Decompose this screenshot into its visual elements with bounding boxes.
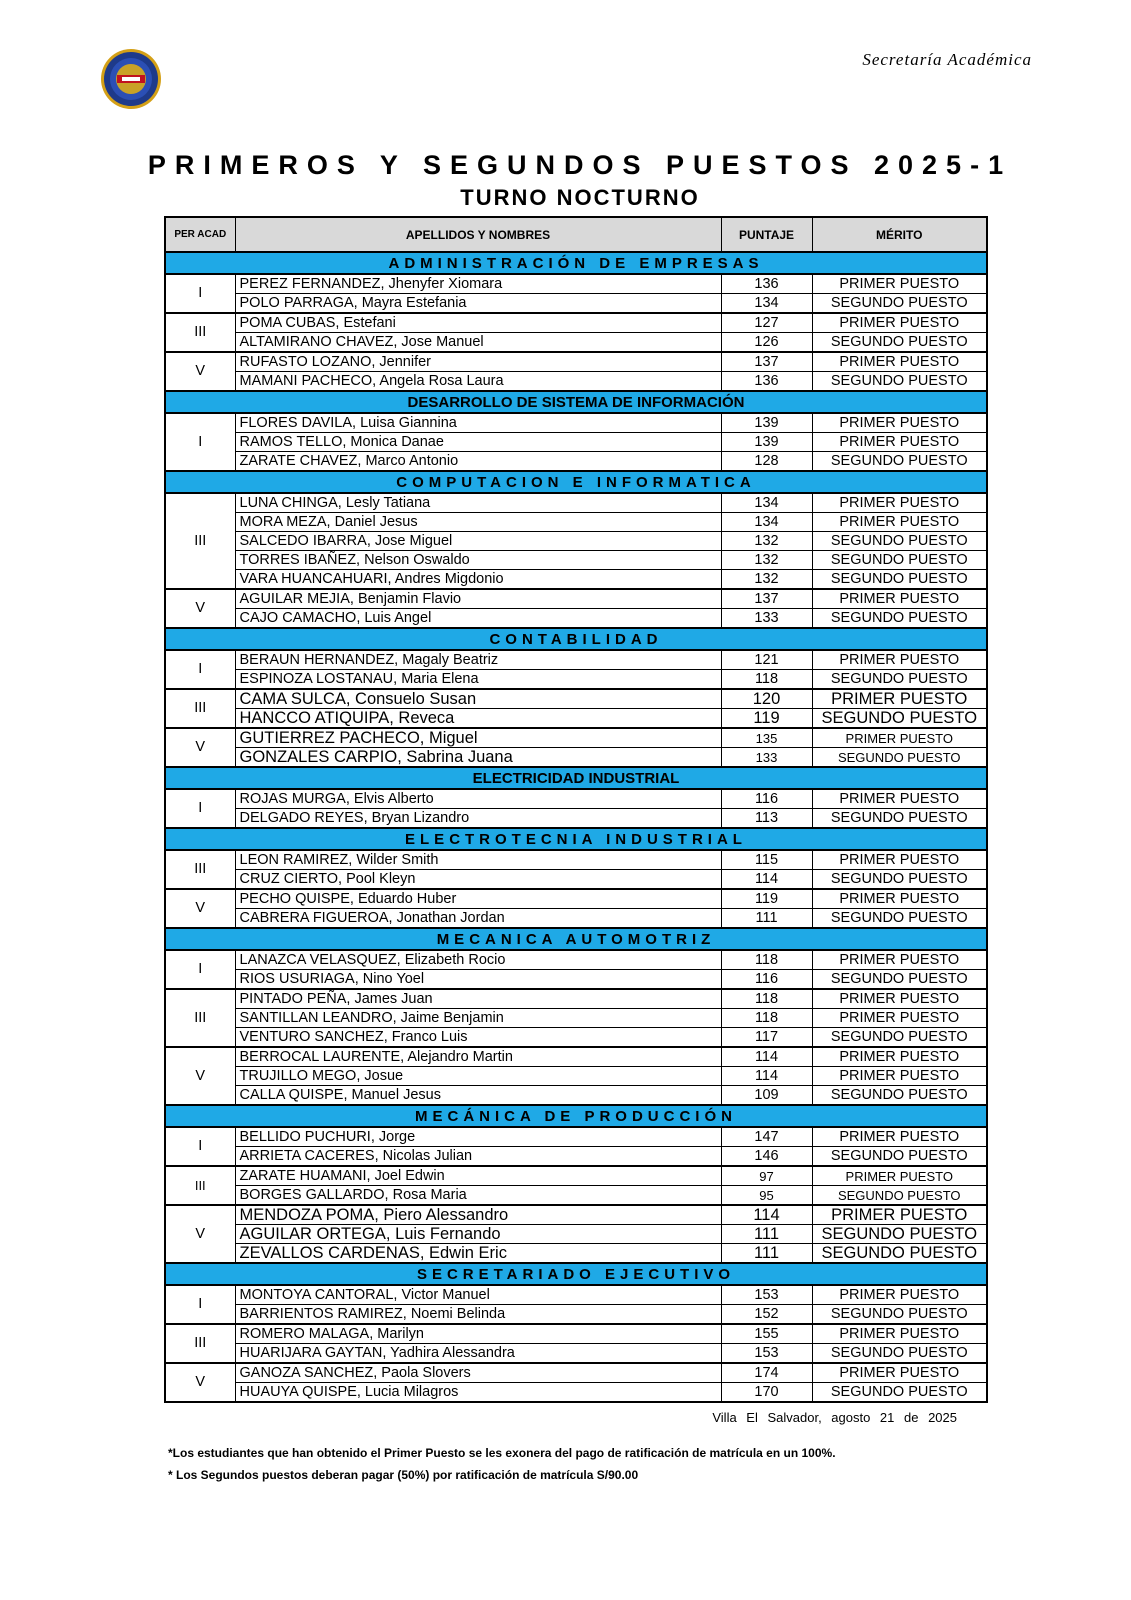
merit-cell: SEGUNDO PUESTO [812, 372, 987, 392]
table-row [165, 870, 987, 890]
score-cell: 134 [721, 294, 812, 314]
score-cell: 118 [721, 950, 812, 970]
name-cell: DELGADO REYES, Bryan Lizandro [235, 809, 721, 829]
merit-cell: PRIMER PUESTO [812, 1127, 987, 1147]
name-cell: BARRIENTOS RAMIREZ, Noemi Belinda [235, 1305, 721, 1325]
name-cell: HUARIJARA GAYTAN, Yadhira Alessandra [235, 1344, 721, 1364]
merit-cell: PRIMER PUESTO [812, 1047, 987, 1067]
table-row [165, 709, 987, 729]
table-row [165, 1009, 987, 1028]
score-cell: 153 [721, 1285, 812, 1305]
table-row [165, 433, 987, 452]
period-cell: III [165, 313, 235, 352]
score-cell: 109 [721, 1086, 812, 1106]
score-cell: 153 [721, 1344, 812, 1364]
score-cell: 118 [721, 989, 812, 1009]
name-cell: ESPINOZA LOSTANAU, Maria Elena [235, 670, 721, 690]
name-cell: CRUZ CIERTO, Pool Kleyn [235, 870, 721, 890]
section-title: MECÁNICA DE PRODUCCIÓN [165, 1105, 987, 1127]
score-cell: 155 [721, 1324, 812, 1344]
score-cell: 139 [721, 433, 812, 452]
merit-cell: PRIMER PUESTO [812, 650, 987, 670]
name-cell: VENTURO SANCHEZ, Franco Luis [235, 1028, 721, 1048]
name-cell: BERROCAL LAURENTE, Alejandro Martin [235, 1047, 721, 1067]
section-header-row [165, 767, 987, 789]
table-row [165, 670, 987, 690]
section-title: COMPUTACION E INFORMATICA [165, 471, 987, 493]
section-title: ADMINISTRACIÓN DE EMPRESAS [165, 252, 987, 274]
table-row [165, 313, 987, 333]
merit-cell: PRIMER PUESTO [812, 413, 987, 433]
period-cell: V [165, 1047, 235, 1105]
score-cell: 114 [721, 1205, 812, 1225]
table-row [165, 551, 987, 570]
merit-cell: SEGUNDO PUESTO [812, 1147, 987, 1167]
column-header-merit: MÉRITO [812, 217, 987, 252]
table-header-row [165, 217, 987, 252]
merit-cell: SEGUNDO PUESTO [812, 1186, 987, 1206]
table-row [165, 1028, 987, 1048]
period-cell: V [165, 1205, 235, 1263]
merit-cell: PRIMER PUESTO [812, 1009, 987, 1028]
merit-cell: PRIMER PUESTO [812, 1166, 987, 1186]
merit-cell: PRIMER PUESTO [812, 728, 987, 748]
name-cell: FLORES DAVILA, Luisa Giannina [235, 413, 721, 433]
merit-cell: PRIMER PUESTO [812, 1205, 987, 1225]
table-row [165, 452, 987, 472]
section-title: DESARROLLO DE SISTEMA DE INFORMACIÓN [165, 391, 987, 413]
merit-cell: SEGUNDO PUESTO [812, 609, 987, 629]
merit-cell: SEGUNDO PUESTO [812, 748, 987, 768]
section-header-row [165, 928, 987, 950]
merit-cell: SEGUNDO PUESTO [812, 570, 987, 590]
table-row [165, 570, 987, 590]
merit-cell: SEGUNDO PUESTO [812, 1305, 987, 1325]
score-cell: 134 [721, 513, 812, 532]
merit-cell: SEGUNDO PUESTO [812, 709, 987, 729]
department-label: Secretaría Académica [862, 50, 1032, 69]
score-cell: 126 [721, 333, 812, 353]
merit-cell: PRIMER PUESTO [812, 689, 987, 709]
score-cell: 127 [721, 313, 812, 333]
merit-cell: PRIMER PUESTO [812, 1324, 987, 1344]
merit-cell: PRIMER PUESTO [812, 989, 987, 1009]
table-row [165, 1127, 987, 1147]
score-cell: 116 [721, 970, 812, 990]
period-cell: I [165, 1285, 235, 1324]
score-cell: 118 [721, 670, 812, 690]
period-cell: V [165, 352, 235, 391]
merit-cell: SEGUNDO PUESTO [812, 1086, 987, 1106]
column-header-score: PUNTAJE [721, 217, 812, 252]
period-cell: III [165, 1324, 235, 1363]
score-cell: 114 [721, 870, 812, 890]
period-cell: V [165, 728, 235, 767]
merit-cell: PRIMER PUESTO [812, 352, 987, 372]
section-header-row [165, 1263, 987, 1285]
score-cell: 115 [721, 850, 812, 870]
table-row [165, 1047, 987, 1067]
score-cell: 133 [721, 609, 812, 629]
name-cell: ALTAMIRANO CHAVEZ, Jose Manuel [235, 333, 721, 353]
name-cell: PECHO QUISPE, Eduardo Huber [235, 889, 721, 909]
score-cell: 128 [721, 452, 812, 472]
merit-cell: SEGUNDO PUESTO [812, 1383, 987, 1403]
table-row [165, 689, 987, 709]
table-row [165, 650, 987, 670]
table-row [165, 728, 987, 748]
merit-cell: SEGUNDO PUESTO [812, 870, 987, 890]
table-row [165, 1285, 987, 1305]
table-row [165, 1067, 987, 1086]
merit-cell: SEGUNDO PUESTO [812, 452, 987, 472]
merit-cell: PRIMER PUESTO [812, 433, 987, 452]
footnote-second-place: * Los Segundos puestos deberan pagar (50%) por ratificación de matrícula S/90.00 [168, 1468, 639, 1482]
section-title: ELECTROTECNIA INDUSTRIAL [165, 828, 987, 850]
period-cell: III [165, 850, 235, 889]
table-row [165, 1305, 987, 1325]
merit-cell: SEGUNDO PUESTO [812, 1028, 987, 1048]
name-cell: CABRERA FIGUEROA, Jonathan Jordan [235, 909, 721, 929]
score-cell: 152 [721, 1305, 812, 1325]
table-row [165, 970, 987, 990]
table-row [165, 513, 987, 532]
section-title: ELECTRICIDAD INDUSTRIAL [165, 767, 987, 789]
merit-cell: SEGUNDO PUESTO [812, 1344, 987, 1364]
table-row [165, 1225, 987, 1244]
merit-cell: PRIMER PUESTO [812, 493, 987, 513]
table-row [165, 294, 987, 314]
name-cell: TORRES IBAÑEZ, Nelson Oswaldo [235, 551, 721, 570]
name-cell: MONTOYA CANTORAL, Victor Manuel [235, 1285, 721, 1305]
score-cell: 135 [721, 728, 812, 748]
period-cell: I [165, 950, 235, 989]
section-header-row [165, 628, 987, 650]
name-cell: SALCEDO IBARRA, Jose Miguel [235, 532, 721, 551]
merit-cell: SEGUNDO PUESTO [812, 970, 987, 990]
merit-cell: PRIMER PUESTO [812, 850, 987, 870]
section-header-row [165, 828, 987, 850]
table-row [165, 1363, 987, 1383]
name-cell: GUTIERREZ PACHECO, Miguel [235, 728, 721, 748]
name-cell: HANCCO ATIQUIPA, Reveca [235, 709, 721, 729]
table-row [165, 950, 987, 970]
results-table [164, 216, 988, 1403]
name-cell: RAMOS TELLO, Monica Danae [235, 433, 721, 452]
table-row [165, 333, 987, 353]
section-title: CONTABILIDAD [165, 628, 987, 650]
results-body [165, 252, 987, 1402]
page-subtitle: TURNO NOCTURNO [460, 185, 700, 210]
merit-cell: PRIMER PUESTO [812, 1363, 987, 1383]
table-row [165, 589, 987, 609]
merit-cell: PRIMER PUESTO [812, 1285, 987, 1305]
section-header-row [165, 1105, 987, 1127]
table-row [165, 889, 987, 909]
table-row [165, 1086, 987, 1106]
section-header-row [165, 391, 987, 413]
period-cell: V [165, 1363, 235, 1402]
name-cell: MENDOZA POMA, Piero Alessandro [235, 1205, 721, 1225]
score-cell: 119 [721, 709, 812, 729]
score-cell: 132 [721, 532, 812, 551]
name-cell: PEREZ FERNANDEZ, Jhenyfer Xiomara [235, 274, 721, 294]
period-cell: III [165, 989, 235, 1047]
period-cell: V [165, 889, 235, 928]
score-cell: 114 [721, 1047, 812, 1067]
merit-cell: PRIMER PUESTO [812, 950, 987, 970]
name-cell: RIOS USURIAGA, Nino Yoel [235, 970, 721, 990]
name-cell: CAMA SULCA, Consuelo Susan [235, 689, 721, 709]
table-row [165, 809, 987, 829]
score-cell: 119 [721, 889, 812, 909]
name-cell: ROMERO MALAGA, Marilyn [235, 1324, 721, 1344]
name-cell: VARA HUANCAHUARI, Andres Migdonio [235, 570, 721, 590]
name-cell: LEON RAMIREZ, Wilder Smith [235, 850, 721, 870]
table-row [165, 989, 987, 1009]
table-row [165, 413, 987, 433]
table-row [165, 1344, 987, 1364]
name-cell: CAJO CAMACHO, Luis Angel [235, 609, 721, 629]
table-row [165, 789, 987, 809]
name-cell: MAMANI PACHECO, Angela Rosa Laura [235, 372, 721, 392]
name-cell: ROJAS MURGA, Elvis Alberto [235, 789, 721, 809]
merit-cell: SEGUNDO PUESTO [812, 294, 987, 314]
column-header-period: PER ACAD [165, 217, 235, 252]
name-cell: ZARATE CHAVEZ, Marco Antonio [235, 452, 721, 472]
score-cell: 170 [721, 1383, 812, 1403]
table-row [165, 352, 987, 372]
score-cell: 121 [721, 650, 812, 670]
period-cell: I [165, 413, 235, 471]
name-cell: GANOZA SANCHEZ, Paola Slovers [235, 1363, 721, 1383]
score-cell: 116 [721, 789, 812, 809]
score-cell: 118 [721, 1009, 812, 1028]
section-title: MECANICA AUTOMOTRIZ [165, 928, 987, 950]
name-cell: BORGES GALLARDO, Rosa Maria [235, 1186, 721, 1206]
table-row [165, 850, 987, 870]
score-cell: 137 [721, 352, 812, 372]
name-cell: TRUJILLO MEGO, Josue [235, 1067, 721, 1086]
table-row [165, 532, 987, 551]
period-cell: III [165, 689, 235, 728]
name-cell: AGUILAR ORTEGA, Luis Fernando [235, 1225, 721, 1244]
score-cell: 111 [721, 1225, 812, 1244]
merit-cell: PRIMER PUESTO [812, 313, 987, 333]
score-cell: 120 [721, 689, 812, 709]
institution-seal-logo [98, 48, 164, 110]
table-row [165, 1166, 987, 1186]
score-cell: 132 [721, 570, 812, 590]
table-row [165, 1324, 987, 1344]
merit-cell: SEGUNDO PUESTO [812, 809, 987, 829]
score-cell: 133 [721, 748, 812, 768]
score-cell: 147 [721, 1127, 812, 1147]
section-header-row [165, 471, 987, 493]
name-cell: ZEVALLOS CARDENAS, Edwin Eric [235, 1244, 721, 1264]
merit-cell: SEGUNDO PUESTO [812, 670, 987, 690]
name-cell: BELLIDO PUCHURI, Jorge [235, 1127, 721, 1147]
period-cell: III [165, 493, 235, 589]
score-cell: 97 [721, 1166, 812, 1186]
name-cell: HUAUYA QUISPE, Lucia Milagros [235, 1383, 721, 1403]
section-title: SECRETARIADO EJECUTIVO [165, 1263, 987, 1285]
score-cell: 114 [721, 1067, 812, 1086]
table-row [165, 609, 987, 629]
table-row [165, 493, 987, 513]
score-cell: 132 [721, 551, 812, 570]
score-cell: 134 [721, 493, 812, 513]
table-row [165, 274, 987, 294]
merit-cell: SEGUNDO PUESTO [812, 333, 987, 353]
name-cell: POLO PARRAGA, Mayra Estefania [235, 294, 721, 314]
name-cell: ARRIETA CACERES, Nicolas Julian [235, 1147, 721, 1167]
period-cell: I [165, 1127, 235, 1166]
table-row [165, 1205, 987, 1225]
score-cell: 95 [721, 1186, 812, 1206]
name-cell: BERAUN HERNANDEZ, Magaly Beatriz [235, 650, 721, 670]
period-cell: I [165, 650, 235, 689]
place-date: Villa El Salvador, agosto 21 de 2025 [712, 1410, 957, 1425]
merit-cell: PRIMER PUESTO [812, 789, 987, 809]
merit-cell: SEGUNDO PUESTO [812, 551, 987, 570]
table-row [165, 1244, 987, 1264]
merit-cell: PRIMER PUESTO [812, 274, 987, 294]
score-cell: 137 [721, 589, 812, 609]
name-cell: POMA CUBAS, Estefani [235, 313, 721, 333]
table-row [165, 1147, 987, 1167]
merit-cell: PRIMER PUESTO [812, 889, 987, 909]
name-cell: ZARATE HUAMANI, Joel Edwin [235, 1166, 721, 1186]
column-header-name: APELLIDOS Y NOMBRES [235, 217, 721, 252]
score-cell: 146 [721, 1147, 812, 1167]
name-cell: RUFASTO LOZANO, Jennifer [235, 352, 721, 372]
score-cell: 139 [721, 413, 812, 433]
score-cell: 111 [721, 1244, 812, 1264]
merit-cell: PRIMER PUESTO [812, 1067, 987, 1086]
score-cell: 111 [721, 909, 812, 929]
name-cell: AGUILAR MEJIA, Benjamin Flavio [235, 589, 721, 609]
page-title: PRIMEROS Y SEGUNDOS PUESTOS 2025-1 [147, 150, 1013, 180]
footnote-first-place: *Los estudiantes que han obtenido el Primer Puesto se les exonera del pago de ratificación de matrícula en un 100%. [168, 1446, 836, 1460]
table-row [165, 372, 987, 392]
section-header-row [165, 252, 987, 274]
name-cell: PINTADO PEÑA, James Juan [235, 989, 721, 1009]
merit-cell: PRIMER PUESTO [812, 589, 987, 609]
period-cell: III [165, 1166, 235, 1205]
name-cell: GONZALES CARPIO, Sabrina Juana [235, 748, 721, 768]
table-row [165, 1383, 987, 1403]
period-cell: I [165, 789, 235, 828]
score-cell: 136 [721, 274, 812, 294]
score-cell: 174 [721, 1363, 812, 1383]
table-row [165, 748, 987, 768]
period-cell: I [165, 274, 235, 313]
name-cell: CALLA QUISPE, Manuel Jesus [235, 1086, 721, 1106]
merit-cell: SEGUNDO PUESTO [812, 1244, 987, 1264]
name-cell: LANAZCA VELASQUEZ, Elizabeth Rocio [235, 950, 721, 970]
name-cell: LUNA CHINGA, Lesly Tatiana [235, 493, 721, 513]
period-cell: V [165, 589, 235, 628]
table-row [165, 909, 987, 929]
table-row [165, 1186, 987, 1206]
merit-cell: SEGUNDO PUESTO [812, 909, 987, 929]
merit-cell: PRIMER PUESTO [812, 513, 987, 532]
merit-cell: SEGUNDO PUESTO [812, 1225, 987, 1244]
footnotes [168, 1442, 836, 1486]
score-cell: 136 [721, 372, 812, 392]
merit-cell: SEGUNDO PUESTO [812, 532, 987, 551]
score-cell: 117 [721, 1028, 812, 1048]
name-cell: MORA MEZA, Daniel Jesus [235, 513, 721, 532]
name-cell: SANTILLAN LEANDRO, Jaime Benjamin [235, 1009, 721, 1028]
score-cell: 113 [721, 809, 812, 829]
